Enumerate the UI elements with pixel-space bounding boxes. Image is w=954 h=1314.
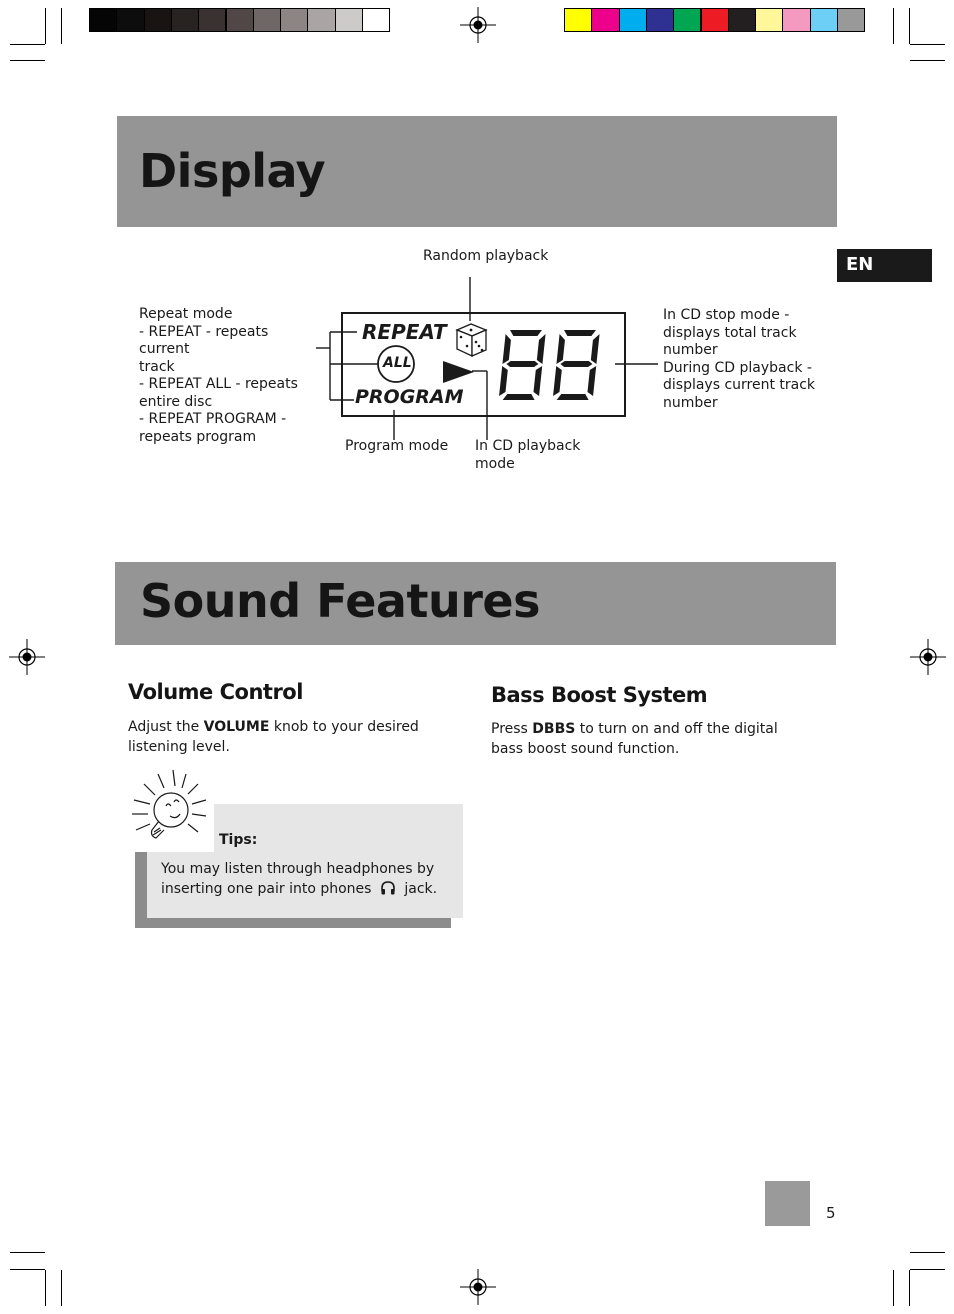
lcd-digit-2	[553, 330, 600, 400]
callout-line: track	[139, 358, 175, 375]
light-bulb-icon	[126, 768, 216, 854]
tips-label: Tips:	[219, 832, 258, 848]
callout-line: number	[663, 342, 718, 358]
callout-line: During CD playback -	[663, 359, 812, 376]
volume-keyword: VOLUME	[203, 719, 270, 735]
registration-mark-icon	[909, 638, 947, 676]
playback-mode-callout	[475, 438, 580, 473]
sound-features-banner	[115, 562, 836, 645]
callout-line: number	[663, 394, 718, 411]
lcd-program-label: PROGRAM	[355, 386, 464, 408]
display-title: Display	[139, 144, 326, 198]
lcd-digit-1	[499, 330, 546, 400]
tips-line-2-after: jack.	[404, 881, 438, 897]
bass-text-before: Press	[491, 721, 533, 737]
random-playback-label: Random playback	[423, 248, 549, 264]
lcd-repeat-label: REPEAT	[362, 320, 447, 344]
bass-text-after: to turn on and off the digital bass boost sound function.	[491, 721, 778, 757]
page-number-box	[765, 1181, 810, 1226]
volume-text-before: Adjust the	[128, 719, 204, 735]
dice-icon	[457, 324, 486, 356]
lcd-all-label: ALL	[383, 355, 412, 371]
page-number: 5	[826, 1204, 836, 1222]
tips-line-2	[161, 879, 461, 899]
bass-keyword: DBBS	[532, 721, 576, 737]
callout-line: displays current track	[663, 377, 816, 393]
volume-control-text	[128, 717, 473, 757]
callout-line: displays total track	[663, 324, 797, 341]
callout-line: - REPEAT ALL - repeats	[139, 376, 298, 392]
callout-line: mode	[475, 455, 515, 472]
lcd-play-icon	[443, 361, 474, 383]
repeat-mode-callout	[139, 306, 319, 446]
bass-boost-text	[491, 719, 811, 759]
registration-mark-icon	[459, 1268, 497, 1306]
callout-line: In CD playback	[475, 438, 581, 454]
track-number-callout	[663, 307, 843, 412]
callout-line: Repeat mode	[139, 306, 233, 322]
tips-line-1: You may listen through headphones by	[161, 861, 435, 877]
callout-line: - REPEAT - repeats current	[139, 323, 269, 357]
tips-text	[161, 859, 461, 899]
language-tab-label: EN	[846, 254, 874, 275]
sound-features-title: Sound Features	[140, 574, 540, 628]
registration-mark-icon	[8, 638, 46, 676]
callout-line: In CD stop mode -	[663, 307, 790, 323]
headphones-icon	[380, 880, 396, 896]
volume-text-after: knob to your desired listening level.	[128, 719, 419, 755]
bass-boost-heading: Bass Boost System	[491, 683, 708, 707]
callout-line: repeats program	[139, 428, 257, 445]
volume-control-heading: Volume Control	[128, 680, 303, 704]
callout-line: - REPEAT PROGRAM -	[139, 411, 287, 427]
program-mode-label: Program mode	[345, 438, 449, 454]
tips-line-2-before: inserting one pair into phones	[161, 881, 372, 897]
callout-line: entire disc	[139, 393, 213, 410]
